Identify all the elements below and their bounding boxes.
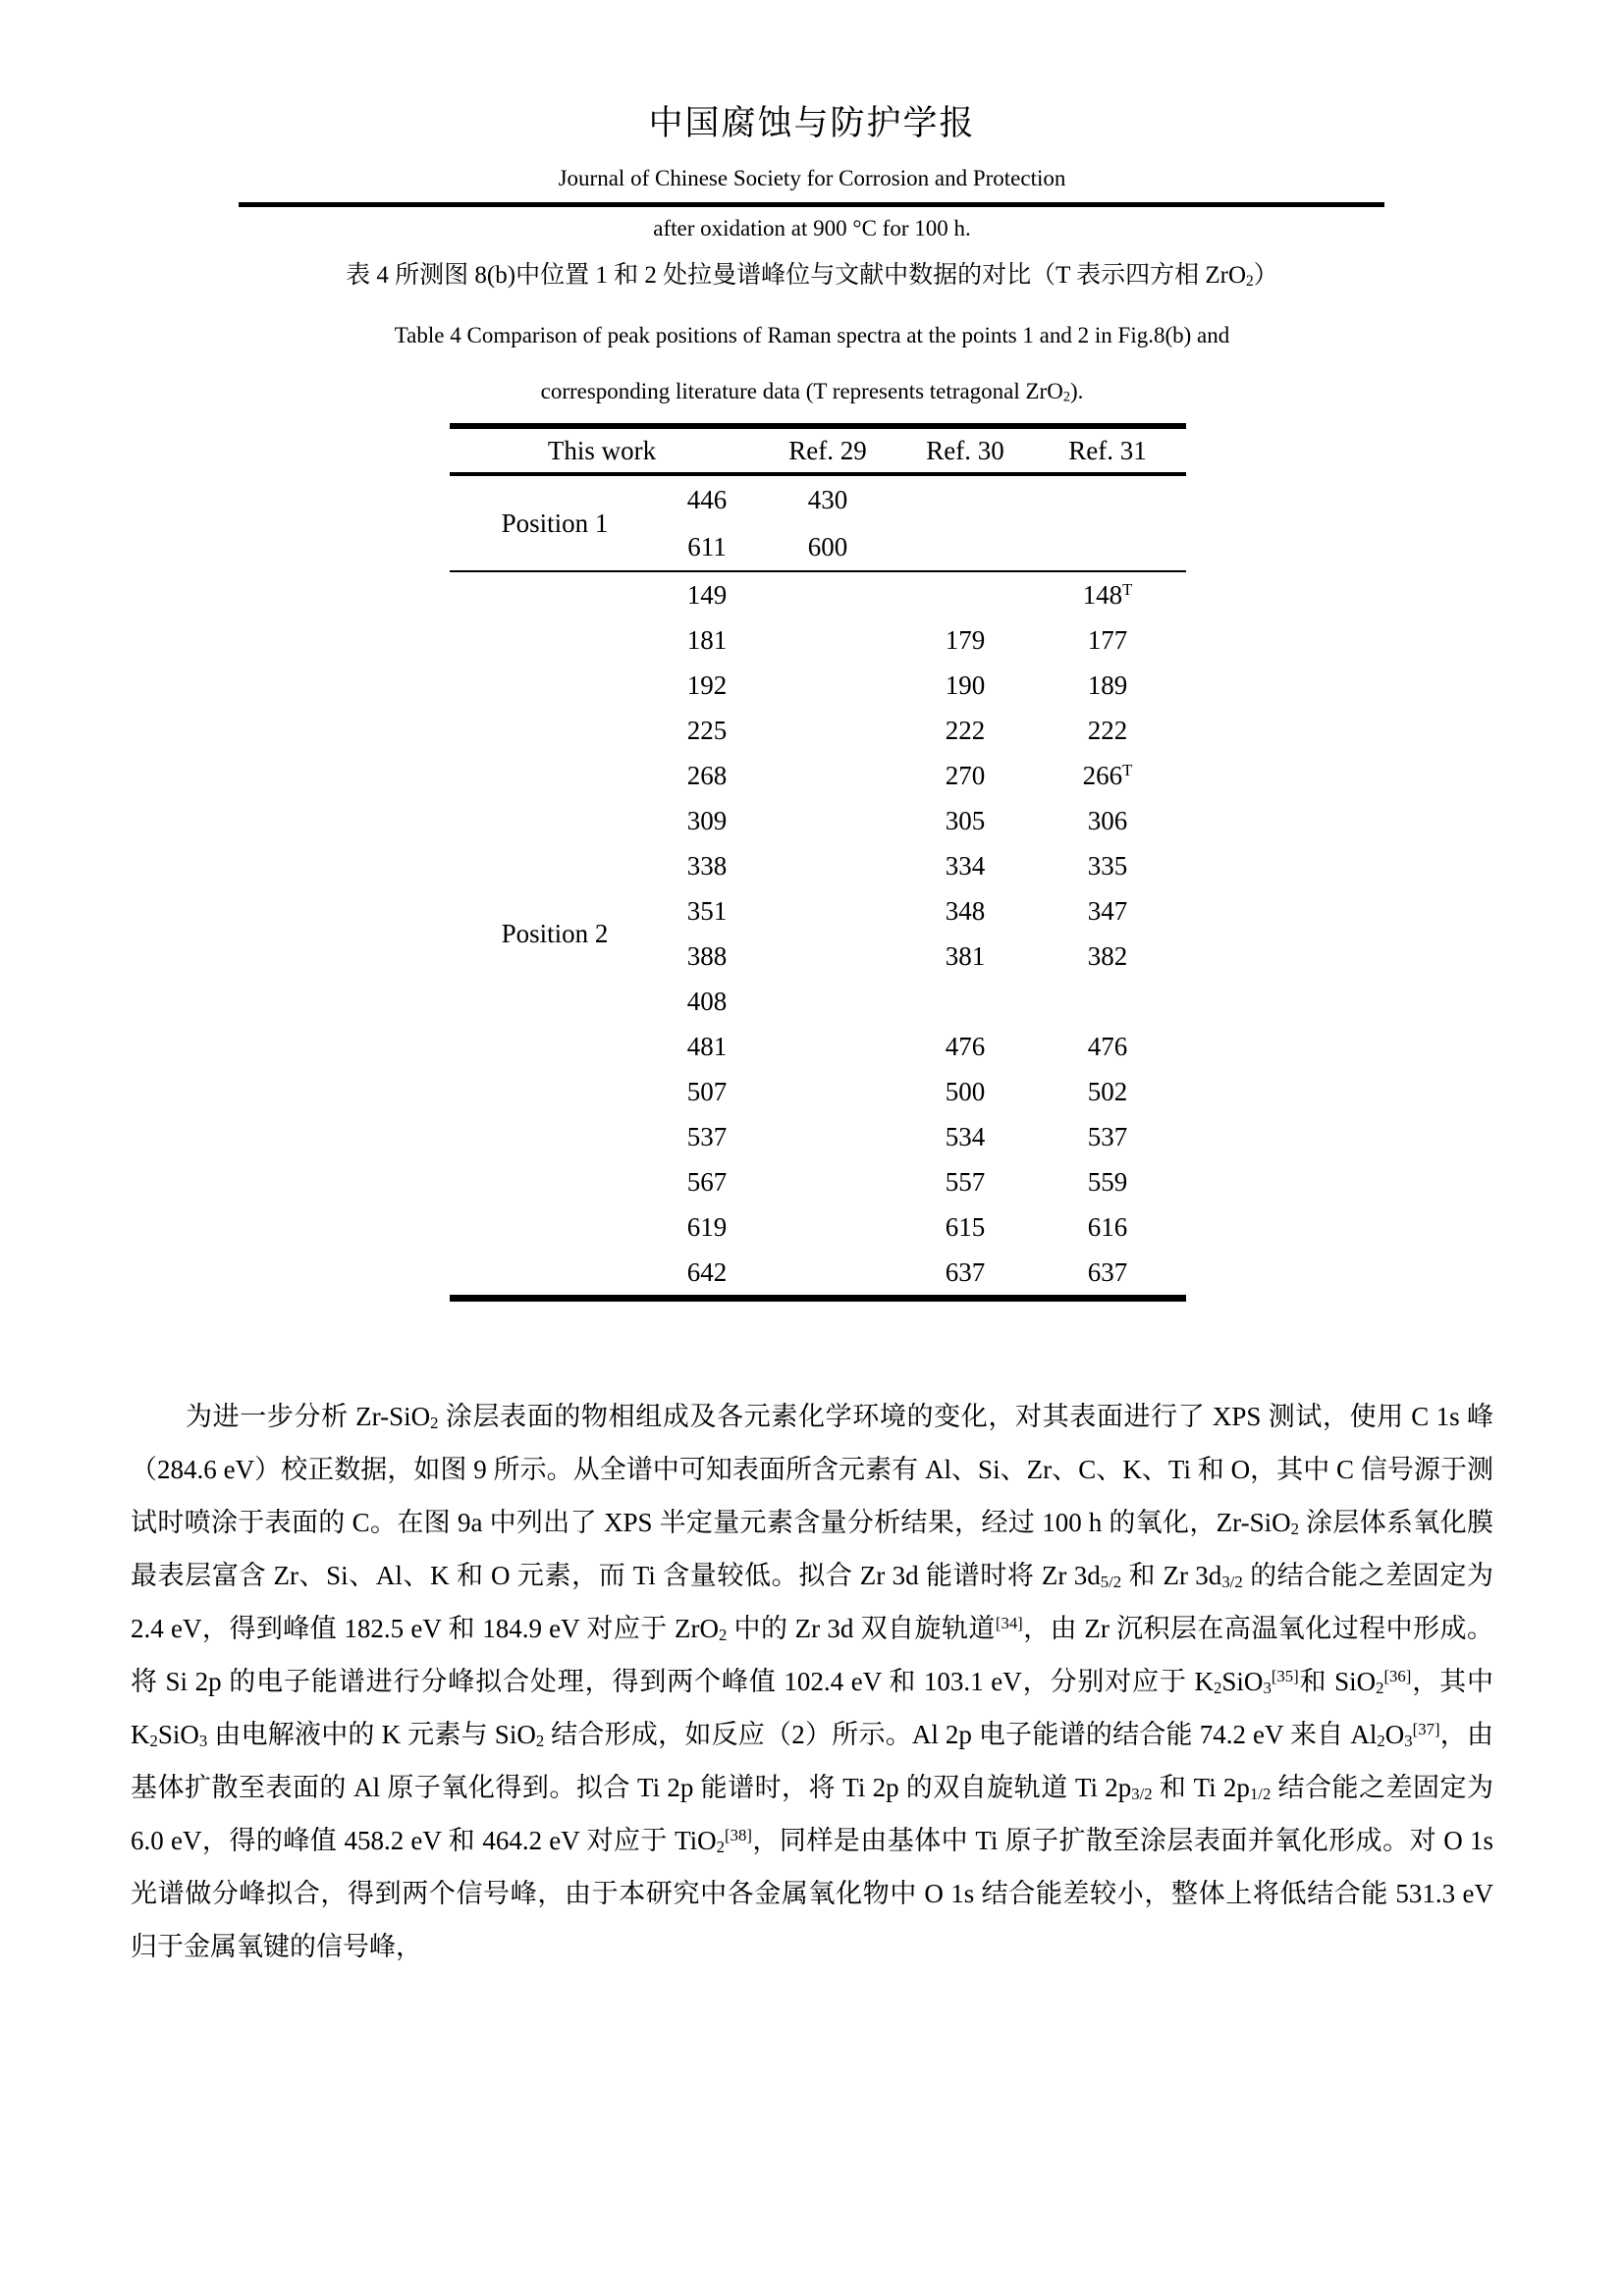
peak-value-cell: 507 — [686, 1076, 728, 1106]
peak-value-cell — [754, 979, 901, 1024]
peak-value-cell — [754, 1069, 901, 1114]
peak-value-cell: 619 — [686, 1211, 728, 1242]
header-divider-rule — [239, 202, 1384, 207]
peak-value-cell — [754, 888, 901, 934]
peak-value-cell: 500 — [945, 1076, 986, 1106]
journal-title-cn: 中国腐蚀与防护学报 — [648, 104, 976, 142]
peak-value-cell: 557 — [945, 1166, 986, 1197]
peak-value-cell: 430 — [807, 484, 848, 514]
peak-value-cell: 177 — [1087, 624, 1128, 655]
peak-value-cell: 222 — [945, 715, 986, 745]
peak-value-cell: 382 — [1087, 940, 1128, 971]
peak-value-cell: 347 — [1087, 895, 1128, 926]
peak-value-cell: 181 — [686, 624, 728, 655]
peak-value-cell: 338 — [686, 850, 728, 881]
peak-value-cell: 637 — [945, 1256, 986, 1287]
peak-value-cell — [901, 474, 1029, 523]
peak-value-cell: 408 — [686, 986, 728, 1016]
peak-value-cell — [754, 753, 901, 798]
peak-value-cell: 179 — [945, 624, 986, 655]
peak-value-cell: 476 — [945, 1031, 986, 1061]
table-row — [450, 474, 1186, 523]
peak-value-cell — [901, 571, 1029, 617]
peak-value-cell: 348 — [945, 895, 986, 926]
peak-value-cell — [754, 1204, 901, 1250]
peak-value-cell — [901, 523, 1029, 571]
raman-peak-comparison-table — [450, 423, 1186, 1302]
table-header-row — [450, 426, 1186, 474]
peak-value-cell: 222 — [1087, 715, 1128, 745]
peak-value-cell — [754, 1250, 901, 1299]
peak-value-cell: 476 — [1087, 1031, 1128, 1061]
column-header-this-work: This work — [450, 426, 754, 474]
peak-value-cell: 446 — [686, 484, 728, 514]
peak-value-cell: 306 — [1087, 805, 1128, 835]
peak-value-cell: $148^T$ — [1029, 571, 1186, 617]
peak-value-cell: 190 — [945, 669, 986, 700]
peak-value-cell: 637 — [1087, 1256, 1128, 1287]
peak-value-cell — [754, 663, 901, 708]
peak-value-cell: 189 — [1087, 669, 1128, 700]
peak-value-cell: 305 — [945, 805, 986, 835]
peak-value-cell: 388 — [686, 940, 728, 971]
peak-value-cell: 642 — [686, 1256, 728, 1287]
peak-value-cell: 611 — [687, 531, 727, 561]
peak-value-cell — [754, 708, 901, 753]
peak-value-cell: 225 — [686, 715, 728, 745]
table-caption-english-line2: corresponding literature data (T represents tetragonal ZrO$_2$). — [540, 379, 1084, 405]
body-paragraph: 为进一步分析 Zr-SiO$_2$ 涂层表面的物相组成及各元素化学环境的变化，对其表面进行了 XPS 测试，使用 C 1s 峰（284.6 eV）校正数据，如图 9 所示。从全谱中可知表面所含元素有 Al、Si、Zr、C、K、Ti 和 O，其中 C 信号源于测试时喷涂于表面的 C。在图 9a 中列出了 XPS 半定量元素含量分析结果，经过 100 h 的氧化，Zr-SiO$_2$ 涂层体系氧化膜最表层富含 Zr、Si、Al、K 和 O 元素，而 Ti 含量较低。拟合 Zr 3d 能谱时将 Zr $3d_{5/2}$ 和 Zr $3d_{3/2}$ 的结合能之差固定为 2.4 eV，得到峰值 182.5 eV 和 184.9 eV 对应于 ZrO$_2$ 中的 Zr 3d 双自旋轨道[34]，由 Zr 沉积层在高温氧化过程中形成。将 Si 2p 的电子能谱进行分峰拟合处理，得到两个峰值 102.4 eV 和 103.1 eV，分别对应于 $K_2SiO_3[35]$和 SiO$_2$[36]，其中 $K_2SiO_3$ 由电解液中的 K 元素与 SiO$_2$ 结合形成，如反应（2）所示。Al 2p 电子能谱的结合能 74.2 eV 来自 $Al_2O_3[37]$，由基体扩散至表面的 Al 原子氧化得到。拟合 Ti 2p 能谱时，将 Ti 2p 的双自旋轨道 Ti $2p_{3/2}$ 和 Ti $2p_{1/2}$ 结合能之差固定为 6.0 eV，得的峰值 458.2 eV 和 464.2 eV 对应于 TiO$_2$[38]，同样是由基体中 Ti 原子扩散至涂层表面并氧化形成。对 O 1s 光谱做分峰拟合，得到两个信号峰，由于本研究中各金属氧化物中 O 1s 结合能差较小，整体上将低结合能 531.3 eV 归于金属氧键的信号峰， — [131, 1402, 1494, 1961]
peak-value-cell: 534 — [945, 1121, 986, 1151]
peak-value-cell: 567 — [686, 1166, 728, 1197]
table-row — [450, 571, 1186, 617]
peak-value-cell — [1029, 474, 1186, 523]
table-caption-chinese: 表 4 所测图 8(b)中位置 1 和 2 处拉曼谱峰位与文献中数据的对比（T 表示四方相 ZrO$_2$） — [346, 262, 1278, 290]
column-header-ref-31: Ref. 31 — [1029, 426, 1186, 474]
peak-value-cell: 381 — [945, 940, 986, 971]
peak-value-cell: 309 — [686, 805, 728, 835]
peak-value-cell: 616 — [1087, 1211, 1128, 1242]
peak-value-cell: 268 — [686, 760, 728, 790]
peak-value-cell: 351 — [686, 895, 728, 926]
peak-value-cell: 149 — [660, 571, 754, 617]
peak-value-cell: 192 — [686, 669, 728, 700]
peak-value-cell: 559 — [1087, 1166, 1128, 1197]
column-header-ref-29: Ref. 29 — [754, 426, 901, 474]
table-caption-english-line1: Table 4 Comparison of peak positions of Raman spectra at the points 1 and 2 in Fig.8(b) and — [394, 323, 1230, 347]
peak-value-cell — [754, 1159, 901, 1204]
peak-value-cell — [1029, 523, 1186, 571]
peak-value-cell — [754, 1114, 901, 1159]
peak-value-cell — [754, 798, 901, 843]
peak-value-cell: 335 — [1087, 850, 1128, 881]
peak-value-cell: 334 — [945, 850, 986, 881]
peak-value-cell — [754, 571, 901, 617]
peak-value-cell: $266^T$ — [1082, 760, 1133, 790]
journal-title-en: Journal of Chinese Society for Corrosion and Protection — [558, 166, 1066, 190]
peak-value-cell: 481 — [686, 1031, 728, 1061]
peak-value-cell: 537 — [686, 1121, 728, 1151]
peak-value-cell — [1029, 979, 1186, 1024]
peak-value-cell — [754, 934, 901, 979]
figure-caption-continuation: after oxidation at 900 °C for 100 h. — [653, 216, 971, 240]
peak-value-cell: 502 — [1087, 1076, 1128, 1106]
peak-value-cell — [754, 1024, 901, 1069]
peak-value-cell — [901, 979, 1029, 1024]
column-header-ref-30: Ref. 30 — [901, 426, 1029, 474]
peak-value-cell: 537 — [1087, 1121, 1128, 1151]
peak-value-cell: 270 — [945, 760, 986, 790]
peak-value-cell — [754, 843, 901, 888]
position-label: Position 2 — [450, 571, 660, 1299]
peak-value-cell: 615 — [945, 1211, 986, 1242]
position-label: Position 1 — [501, 507, 609, 538]
peak-value-cell — [754, 617, 901, 663]
peak-value-cell: 600 — [807, 531, 848, 561]
